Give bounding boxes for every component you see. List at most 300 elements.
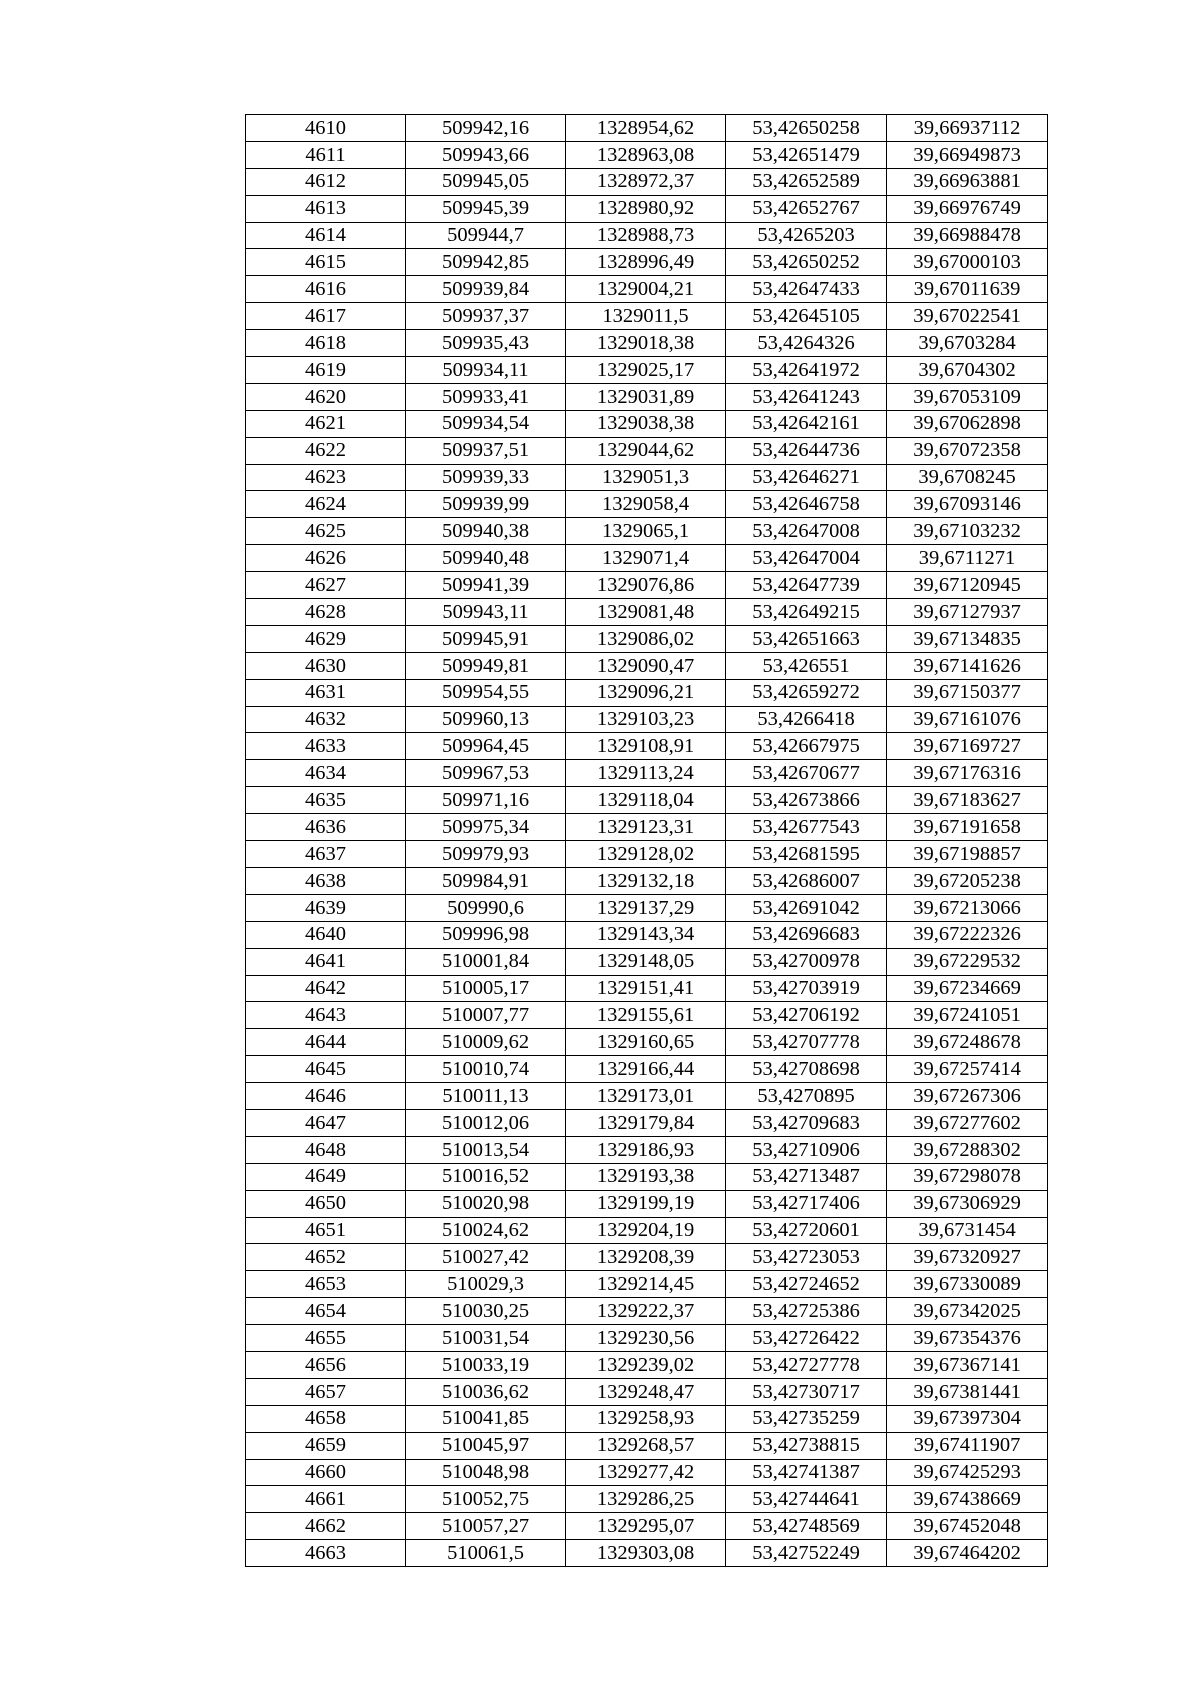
x-coordinate-cell: 510005,17 [406,975,566,1002]
table-row [246,706,1048,733]
latitude-cell: 53,426551 [726,652,887,679]
point-number-cell: 4625 [246,518,406,545]
point-number-cell: 4622 [246,437,406,464]
point-number-cell: 4634 [246,760,406,787]
point-number-cell: 4618 [246,330,406,357]
x-coordinate-cell: 510052,75 [406,1486,566,1513]
y-coordinate-cell: 1329076,86 [566,572,726,599]
table-row [246,921,1048,948]
longitude-cell: 39,67062898 [887,410,1048,437]
table-row [246,1056,1048,1083]
latitude-cell: 53,42708698 [726,1056,887,1083]
latitude-cell: 53,4270895 [726,1083,887,1110]
y-coordinate-cell: 1329193,38 [566,1163,726,1190]
x-coordinate-cell: 509934,11 [406,357,566,384]
y-coordinate-cell: 1328996,49 [566,249,726,276]
x-coordinate-cell: 509933,41 [406,383,566,410]
table-row [246,222,1048,249]
table-row [246,437,1048,464]
x-coordinate-cell: 510011,13 [406,1083,566,1110]
longitude-cell: 39,67277602 [887,1109,1048,1136]
latitude-cell: 53,42650258 [726,115,887,142]
table-row [246,1459,1048,1486]
longitude-cell: 39,67438669 [887,1486,1048,1513]
y-coordinate-cell: 1329058,4 [566,491,726,518]
latitude-cell: 53,42652589 [726,168,887,195]
point-number-cell: 4614 [246,222,406,249]
x-coordinate-cell: 509943,11 [406,599,566,626]
point-number-cell: 4623 [246,464,406,491]
table-row [246,115,1048,142]
latitude-cell: 53,42735259 [726,1405,887,1432]
x-coordinate-cell: 509990,6 [406,894,566,921]
table-row [246,545,1048,572]
longitude-cell: 39,67141626 [887,652,1048,679]
table-row [246,1513,1048,1540]
table-row [246,760,1048,787]
x-coordinate-cell: 509941,39 [406,572,566,599]
point-number-cell: 4637 [246,841,406,868]
y-coordinate-cell: 1329011,5 [566,303,726,330]
point-number-cell: 4626 [246,545,406,572]
latitude-cell: 53,42642161 [726,410,887,437]
point-number-cell: 4635 [246,787,406,814]
x-coordinate-cell: 510041,85 [406,1405,566,1432]
longitude-cell: 39,6703284 [887,330,1048,357]
longitude-cell: 39,67452048 [887,1513,1048,1540]
table-row [246,787,1048,814]
x-coordinate-cell: 509949,81 [406,652,566,679]
x-coordinate-cell: 509942,85 [406,249,566,276]
x-coordinate-cell: 509996,98 [406,921,566,948]
latitude-cell: 53,42707778 [726,1029,887,1056]
y-coordinate-cell: 1329160,65 [566,1029,726,1056]
point-number-cell: 4612 [246,168,406,195]
latitude-cell: 53,42709683 [726,1109,887,1136]
point-number-cell: 4620 [246,383,406,410]
longitude-cell: 39,67298078 [887,1163,1048,1190]
table-row [246,1190,1048,1217]
longitude-cell: 39,67127937 [887,599,1048,626]
latitude-cell: 53,42691042 [726,894,887,921]
longitude-cell: 39,67072358 [887,437,1048,464]
longitude-cell: 39,6708245 [887,464,1048,491]
longitude-cell: 39,6711271 [887,545,1048,572]
longitude-cell: 39,67464202 [887,1540,1048,1567]
longitude-cell: 39,67093146 [887,491,1048,518]
longitude-cell: 39,67150377 [887,679,1048,706]
table-row [246,1405,1048,1432]
longitude-cell: 39,67257414 [887,1056,1048,1083]
longitude-cell: 39,66963881 [887,168,1048,195]
point-number-cell: 4646 [246,1083,406,1110]
table-row [246,1244,1048,1271]
latitude-cell: 53,42647433 [726,276,887,303]
longitude-cell: 39,67022541 [887,303,1048,330]
table-row [246,733,1048,760]
x-coordinate-cell: 510013,54 [406,1136,566,1163]
x-coordinate-cell: 510045,97 [406,1432,566,1459]
longitude-cell: 39,67229532 [887,948,1048,975]
longitude-cell: 39,67397304 [887,1405,1048,1432]
table-row [246,599,1048,626]
point-number-cell: 4644 [246,1029,406,1056]
x-coordinate-cell: 510033,19 [406,1351,566,1378]
table-row [246,1540,1048,1567]
x-coordinate-cell: 509984,91 [406,867,566,894]
y-coordinate-cell: 1328988,73 [566,222,726,249]
point-number-cell: 4654 [246,1298,406,1325]
latitude-cell: 53,42645105 [726,303,887,330]
x-coordinate-cell: 509954,55 [406,679,566,706]
x-coordinate-cell: 509939,33 [406,464,566,491]
point-number-cell: 4663 [246,1540,406,1567]
point-number-cell: 4629 [246,625,406,652]
longitude-cell: 39,6704302 [887,357,1048,384]
y-coordinate-cell: 1329151,41 [566,975,726,1002]
x-coordinate-cell: 509979,93 [406,841,566,868]
latitude-cell: 53,42641243 [726,383,887,410]
x-coordinate-cell: 509942,16 [406,115,566,142]
point-number-cell: 4627 [246,572,406,599]
x-coordinate-cell: 509940,38 [406,518,566,545]
longitude-cell: 39,67234669 [887,975,1048,1002]
x-coordinate-cell: 509944,7 [406,222,566,249]
x-coordinate-cell: 510036,62 [406,1378,566,1405]
point-number-cell: 4653 [246,1271,406,1298]
x-coordinate-cell: 509940,48 [406,545,566,572]
latitude-cell: 53,42646271 [726,464,887,491]
y-coordinate-cell: 1329143,34 [566,921,726,948]
point-number-cell: 4632 [246,706,406,733]
x-coordinate-cell: 509975,34 [406,814,566,841]
longitude-cell: 39,67342025 [887,1298,1048,1325]
x-coordinate-cell: 510027,42 [406,1244,566,1271]
table-row [246,1486,1048,1513]
point-number-cell: 4657 [246,1378,406,1405]
longitude-cell: 39,6731454 [887,1217,1048,1244]
point-number-cell: 4630 [246,652,406,679]
table-row [246,814,1048,841]
latitude-cell: 53,42720601 [726,1217,887,1244]
table-row [246,572,1048,599]
point-number-cell: 4619 [246,357,406,384]
longitude-cell: 39,67103232 [887,518,1048,545]
point-number-cell: 4661 [246,1486,406,1513]
latitude-cell: 53,42752249 [726,1540,887,1567]
table-row [246,464,1048,491]
latitude-cell: 53,42673866 [726,787,887,814]
latitude-cell: 53,42686007 [726,867,887,894]
x-coordinate-cell: 509971,16 [406,787,566,814]
latitude-cell: 53,42649215 [726,599,887,626]
y-coordinate-cell: 1329258,93 [566,1405,726,1432]
y-coordinate-cell: 1328972,37 [566,168,726,195]
table-row [246,1002,1048,1029]
table-row [246,491,1048,518]
table-row [246,1351,1048,1378]
latitude-cell: 53,42646758 [726,491,887,518]
longitude-cell: 39,67248678 [887,1029,1048,1056]
table-row [246,975,1048,1002]
latitude-cell: 53,42681595 [726,841,887,868]
y-coordinate-cell: 1329166,44 [566,1056,726,1083]
longitude-cell: 39,67306929 [887,1190,1048,1217]
longitude-cell: 39,66937112 [887,115,1048,142]
point-number-cell: 4649 [246,1163,406,1190]
x-coordinate-cell: 510024,62 [406,1217,566,1244]
x-coordinate-cell: 509937,51 [406,437,566,464]
table-row [246,625,1048,652]
latitude-cell: 53,42652767 [726,195,887,222]
table-row [246,276,1048,303]
longitude-cell: 39,67169727 [887,733,1048,760]
point-number-cell: 4636 [246,814,406,841]
longitude-cell: 39,67161076 [887,706,1048,733]
table-row [246,1298,1048,1325]
point-number-cell: 4656 [246,1351,406,1378]
y-coordinate-cell: 1329204,19 [566,1217,726,1244]
y-coordinate-cell: 1329286,25 [566,1486,726,1513]
point-number-cell: 4610 [246,115,406,142]
x-coordinate-cell: 509945,39 [406,195,566,222]
coordinates-table [245,114,1048,1567]
x-coordinate-cell: 510029,3 [406,1271,566,1298]
longitude-cell: 39,67241051 [887,1002,1048,1029]
table-row [246,1109,1048,1136]
table-row [246,1163,1048,1190]
y-coordinate-cell: 1329081,48 [566,599,726,626]
y-coordinate-cell: 1329113,24 [566,760,726,787]
x-coordinate-cell: 510012,06 [406,1109,566,1136]
longitude-cell: 39,66988478 [887,222,1048,249]
longitude-cell: 39,67213066 [887,894,1048,921]
table-row [246,841,1048,868]
y-coordinate-cell: 1328980,92 [566,195,726,222]
latitude-cell: 53,42717406 [726,1190,887,1217]
latitude-cell: 53,42744641 [726,1486,887,1513]
longitude-cell: 39,67381441 [887,1378,1048,1405]
latitude-cell: 53,42677543 [726,814,887,841]
point-number-cell: 4652 [246,1244,406,1271]
y-coordinate-cell: 1329277,42 [566,1459,726,1486]
y-coordinate-cell: 1329268,57 [566,1432,726,1459]
y-coordinate-cell: 1329090,47 [566,652,726,679]
y-coordinate-cell: 1329128,02 [566,841,726,868]
latitude-cell: 53,4265203 [726,222,887,249]
y-coordinate-cell: 1328954,62 [566,115,726,142]
table-row [246,894,1048,921]
latitude-cell: 53,42650252 [726,249,887,276]
longitude-cell: 39,67183627 [887,787,1048,814]
longitude-cell: 39,67134835 [887,625,1048,652]
y-coordinate-cell: 1329044,62 [566,437,726,464]
latitude-cell: 53,42659272 [726,679,887,706]
y-coordinate-cell: 1329051,3 [566,464,726,491]
x-coordinate-cell: 509943,66 [406,141,566,168]
latitude-cell: 53,42700978 [726,948,887,975]
table-row [246,948,1048,975]
y-coordinate-cell: 1329103,23 [566,706,726,733]
longitude-cell: 39,67330089 [887,1271,1048,1298]
y-coordinate-cell: 1329155,61 [566,1002,726,1029]
latitude-cell: 53,42713487 [726,1163,887,1190]
table-row [246,1378,1048,1405]
point-number-cell: 4621 [246,410,406,437]
point-number-cell: 4628 [246,599,406,626]
table-row [246,679,1048,706]
longitude-cell: 39,67354376 [887,1325,1048,1352]
table-row [246,1029,1048,1056]
latitude-cell: 53,42670677 [726,760,887,787]
point-number-cell: 4662 [246,1513,406,1540]
latitude-cell: 53,42706192 [726,1002,887,1029]
longitude-cell: 39,67011639 [887,276,1048,303]
latitude-cell: 53,42667975 [726,733,887,760]
latitude-cell: 53,42641972 [726,357,887,384]
coordinates-table-body [246,115,1048,1567]
x-coordinate-cell: 510048,98 [406,1459,566,1486]
x-coordinate-cell: 509934,54 [406,410,566,437]
point-number-cell: 4642 [246,975,406,1002]
point-number-cell: 4643 [246,1002,406,1029]
latitude-cell: 53,42710906 [726,1136,887,1163]
point-number-cell: 4639 [246,894,406,921]
y-coordinate-cell: 1329303,08 [566,1540,726,1567]
point-number-cell: 4611 [246,141,406,168]
table-row [246,303,1048,330]
longitude-cell: 39,67176316 [887,760,1048,787]
latitude-cell: 53,42651479 [726,141,887,168]
table-row [246,357,1048,384]
longitude-cell: 39,66976749 [887,195,1048,222]
table-row [246,168,1048,195]
longitude-cell: 39,66949873 [887,141,1048,168]
y-coordinate-cell: 1329004,21 [566,276,726,303]
y-coordinate-cell: 1329025,17 [566,357,726,384]
point-number-cell: 4624 [246,491,406,518]
longitude-cell: 39,67000103 [887,249,1048,276]
y-coordinate-cell: 1329071,4 [566,545,726,572]
x-coordinate-cell: 509945,91 [406,625,566,652]
latitude-cell: 53,42723053 [726,1244,887,1271]
x-coordinate-cell: 510007,77 [406,1002,566,1029]
longitude-cell: 39,67288302 [887,1136,1048,1163]
latitude-cell: 53,42738815 [726,1432,887,1459]
x-coordinate-cell: 509960,13 [406,706,566,733]
table-row [246,410,1048,437]
table-row [246,518,1048,545]
x-coordinate-cell: 510016,52 [406,1163,566,1190]
x-coordinate-cell: 509935,43 [406,330,566,357]
longitude-cell: 39,67191658 [887,814,1048,841]
point-number-cell: 4613 [246,195,406,222]
point-number-cell: 4640 [246,921,406,948]
x-coordinate-cell: 509964,45 [406,733,566,760]
x-coordinate-cell: 509967,53 [406,760,566,787]
point-number-cell: 4648 [246,1136,406,1163]
table-row [246,383,1048,410]
table-row [246,249,1048,276]
latitude-cell: 53,42647008 [726,518,887,545]
y-coordinate-cell: 1329239,02 [566,1351,726,1378]
y-coordinate-cell: 1329208,39 [566,1244,726,1271]
longitude-cell: 39,67267306 [887,1083,1048,1110]
table-row [246,1432,1048,1459]
point-number-cell: 4615 [246,249,406,276]
y-coordinate-cell: 1329148,05 [566,948,726,975]
y-coordinate-cell: 1329118,04 [566,787,726,814]
latitude-cell: 53,42741387 [726,1459,887,1486]
latitude-cell: 53,4266418 [726,706,887,733]
point-number-cell: 4651 [246,1217,406,1244]
x-coordinate-cell: 510010,74 [406,1056,566,1083]
latitude-cell: 53,4264326 [726,330,887,357]
y-coordinate-cell: 1329179,84 [566,1109,726,1136]
y-coordinate-cell: 1329173,01 [566,1083,726,1110]
latitude-cell: 53,42730717 [726,1378,887,1405]
point-number-cell: 4647 [246,1109,406,1136]
point-number-cell: 4633 [246,733,406,760]
x-coordinate-cell: 510009,62 [406,1029,566,1056]
longitude-cell: 39,67120945 [887,572,1048,599]
x-coordinate-cell: 509945,05 [406,168,566,195]
latitude-cell: 53,42647004 [726,545,887,572]
x-coordinate-cell: 510020,98 [406,1190,566,1217]
point-number-cell: 4631 [246,679,406,706]
longitude-cell: 39,67205238 [887,867,1048,894]
x-coordinate-cell: 509937,37 [406,303,566,330]
y-coordinate-cell: 1329230,56 [566,1325,726,1352]
table-row [246,1325,1048,1352]
latitude-cell: 53,42727778 [726,1351,887,1378]
y-coordinate-cell: 1329108,91 [566,733,726,760]
point-number-cell: 4655 [246,1325,406,1352]
latitude-cell: 53,42703919 [726,975,887,1002]
longitude-cell: 39,67198857 [887,841,1048,868]
table-row [246,652,1048,679]
latitude-cell: 53,42725386 [726,1298,887,1325]
y-coordinate-cell: 1329065,1 [566,518,726,545]
latitude-cell: 53,42696683 [726,921,887,948]
y-coordinate-cell: 1329086,02 [566,625,726,652]
longitude-cell: 39,67222326 [887,921,1048,948]
latitude-cell: 53,42644736 [726,437,887,464]
y-coordinate-cell: 1329123,31 [566,814,726,841]
point-number-cell: 4638 [246,867,406,894]
y-coordinate-cell: 1329199,19 [566,1190,726,1217]
x-coordinate-cell: 510001,84 [406,948,566,975]
x-coordinate-cell: 510057,27 [406,1513,566,1540]
point-number-cell: 4617 [246,303,406,330]
table-row [246,330,1048,357]
latitude-cell: 53,42724652 [726,1271,887,1298]
longitude-cell: 39,67367141 [887,1351,1048,1378]
point-number-cell: 4645 [246,1056,406,1083]
point-number-cell: 4659 [246,1432,406,1459]
y-coordinate-cell: 1329031,89 [566,383,726,410]
latitude-cell: 53,42647739 [726,572,887,599]
longitude-cell: 39,67320927 [887,1244,1048,1271]
point-number-cell: 4641 [246,948,406,975]
latitude-cell: 53,42748569 [726,1513,887,1540]
y-coordinate-cell: 1328963,08 [566,141,726,168]
x-coordinate-cell: 509939,84 [406,276,566,303]
x-coordinate-cell: 510031,54 [406,1325,566,1352]
table-row [246,141,1048,168]
table-row [246,1217,1048,1244]
latitude-cell: 53,42651663 [726,625,887,652]
